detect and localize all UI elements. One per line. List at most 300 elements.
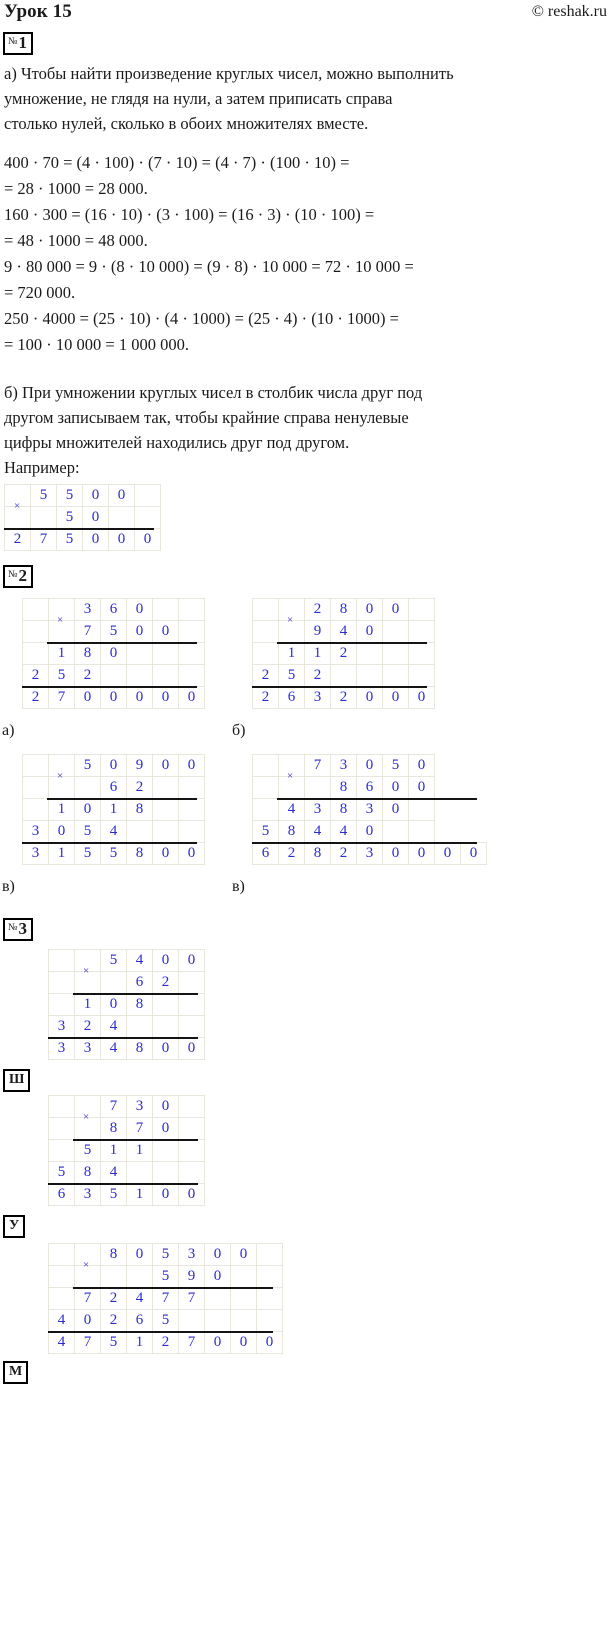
item-label-2v2: в) bbox=[232, 878, 245, 895]
grid-cell-digit: 6 bbox=[127, 1310, 153, 1332]
multiply-operator-icon: × bbox=[57, 770, 64, 782]
grid-cell-empty bbox=[75, 1266, 101, 1288]
grid-cell-empty bbox=[383, 621, 409, 643]
grid-cell-digit: 1 bbox=[49, 799, 75, 821]
equation-line: 400 · 70 = (4 · 100) · (7 · 10) = (4 · 7) · (100 · 10) = bbox=[4, 153, 350, 172]
grid-cell-digit: 0 bbox=[179, 755, 205, 777]
grid-cell-empty bbox=[231, 1310, 257, 1332]
grid-cell-digit: 3 bbox=[357, 843, 383, 865]
grid-cell-digit: 0 bbox=[75, 799, 101, 821]
grid-cell-digit: 0 bbox=[409, 755, 435, 777]
grid-cell-empty bbox=[257, 1244, 283, 1266]
grid-cell-empty bbox=[179, 799, 205, 821]
grid-cell-empty bbox=[179, 1162, 205, 1184]
grid-row bbox=[49, 972, 205, 994]
grid-cell-empty bbox=[153, 1162, 179, 1184]
grid-cell-empty bbox=[279, 755, 305, 777]
grid-rule-line bbox=[48, 1183, 198, 1185]
grid-cell-empty bbox=[231, 1266, 257, 1288]
paragraph-line: цифры множителей находились друг под другом. bbox=[4, 433, 350, 452]
task-number: 3 bbox=[18, 919, 28, 938]
grid-cell-empty bbox=[205, 1288, 231, 1310]
grid-cell-empty bbox=[109, 507, 135, 529]
grid-row bbox=[253, 687, 435, 709]
grid-cell-empty bbox=[135, 485, 161, 507]
multiply-operator-icon: × bbox=[287, 770, 294, 782]
copyright-notice: © reshak.ru bbox=[531, 3, 607, 20]
task1-example-grid-container bbox=[4, 484, 613, 551]
grid-cell-digit: 1 bbox=[127, 1140, 153, 1162]
grid-cell-empty bbox=[23, 799, 49, 821]
grid-cell-empty bbox=[153, 799, 179, 821]
grid-cell-empty bbox=[231, 1288, 257, 1310]
grid-rule-line bbox=[22, 686, 197, 688]
grid-cell-digit: 0 bbox=[409, 777, 435, 799]
grid-cell-digit: 8 bbox=[127, 994, 153, 1016]
grid-cell-digit: 0 bbox=[231, 1244, 257, 1266]
grid-cell-empty bbox=[23, 621, 49, 643]
grid-cell-digit: 0 bbox=[357, 821, 383, 843]
task-number: 2 bbox=[18, 566, 28, 585]
mult-table bbox=[22, 598, 205, 709]
grid-cell-empty bbox=[75, 1244, 101, 1266]
grid-cell-empty bbox=[179, 1016, 205, 1038]
grid-row bbox=[5, 507, 161, 529]
multiply-operator-icon: × bbox=[83, 1111, 90, 1123]
task1-part-a-text bbox=[4, 61, 607, 136]
grid-cell-empty bbox=[135, 507, 161, 529]
grid-cell-digit: 6 bbox=[357, 777, 383, 799]
grid-cell-digit: 7 bbox=[305, 755, 331, 777]
grid-cell-digit: 2 bbox=[331, 843, 357, 865]
grid-cell-empty bbox=[383, 643, 409, 665]
grid-rule-line bbox=[277, 642, 427, 644]
grid-cell-digit: 5 bbox=[31, 485, 57, 507]
grid-row bbox=[253, 821, 487, 843]
grid-cell-digit: 0 bbox=[357, 687, 383, 709]
number-sign: № bbox=[8, 36, 18, 47]
grid-cell-digit: 5 bbox=[153, 1266, 179, 1288]
grid-cell-digit: 9 bbox=[305, 621, 331, 643]
grid-row bbox=[49, 1332, 283, 1354]
grid-row bbox=[49, 1310, 283, 1332]
grid-cell-digit: 2 bbox=[153, 972, 179, 994]
grid-cell-digit: 0 bbox=[383, 799, 409, 821]
grid-cell-empty bbox=[253, 799, 279, 821]
grid-cell-digit: 3 bbox=[75, 1184, 101, 1206]
grid-cell-empty bbox=[5, 507, 31, 529]
grid-cell-digit: 1 bbox=[101, 799, 127, 821]
multiplication-grid-2a bbox=[22, 598, 205, 709]
grid-cell-digit: 0 bbox=[153, 1184, 179, 1206]
grid-cell-digit: 5 bbox=[75, 821, 101, 843]
grid-cell-digit: 2 bbox=[127, 777, 153, 799]
grid-cell-empty bbox=[153, 1016, 179, 1038]
grid-cell-digit: 0 bbox=[257, 1332, 283, 1354]
multiply-operator-icon: × bbox=[14, 500, 21, 512]
grid-cell-digit: 3 bbox=[357, 799, 383, 821]
grid-cell-digit: 7 bbox=[179, 1288, 205, 1310]
grid-cell-digit: 5 bbox=[49, 1162, 75, 1184]
grid-cell-empty bbox=[257, 1310, 283, 1332]
grid-cell-digit: 6 bbox=[253, 843, 279, 865]
equation-line: = 100 · 10 000 = 1 000 000. bbox=[4, 335, 189, 354]
multiply-operator-icon: × bbox=[83, 1259, 90, 1271]
grid-cell-digit: 0 bbox=[461, 843, 487, 865]
number-sign: № bbox=[8, 569, 18, 580]
grid-cell-digit: 0 bbox=[153, 843, 179, 865]
grid-cell-empty bbox=[409, 799, 435, 821]
grid-cell-digit: 0 bbox=[153, 1096, 179, 1118]
grid-row bbox=[253, 755, 487, 777]
grid-cell-digit: 1 bbox=[127, 1332, 153, 1354]
mult-table bbox=[48, 949, 205, 1060]
grid-cell-digit: 5 bbox=[75, 843, 101, 865]
grid-cell-digit: 1 bbox=[279, 643, 305, 665]
grid-row bbox=[253, 621, 435, 643]
grid-cell-empty bbox=[179, 599, 205, 621]
grid-cell-empty bbox=[75, 972, 101, 994]
grid-row bbox=[49, 1288, 283, 1310]
grid-cell-digit: 0 bbox=[127, 687, 153, 709]
multiplication-grid-2v1-container bbox=[22, 754, 205, 865]
grid-cell-empty bbox=[153, 821, 179, 843]
multiplication-grid-2v2 bbox=[252, 754, 487, 865]
mult-table bbox=[252, 598, 435, 709]
grid-cell-digit: 9 bbox=[127, 755, 153, 777]
grid-cell-digit: 4 bbox=[331, 821, 357, 843]
grid-cell-digit: 5 bbox=[75, 755, 101, 777]
grid-cell-empty bbox=[179, 1118, 205, 1140]
example-label: Например: bbox=[4, 458, 80, 477]
multiplication-grid-2v2-container bbox=[252, 754, 487, 865]
grid-cell-digit: 0 bbox=[179, 1184, 205, 1206]
equation-line: 250 · 4000 = (25 · 10) · (4 · 1000) = (25 · 4) · (10 · 1000) = bbox=[4, 309, 399, 328]
grid-cell-digit: 3 bbox=[49, 1038, 75, 1060]
grid-cell-digit: 0 bbox=[109, 485, 135, 507]
grid-cell-digit: 5 bbox=[101, 1184, 127, 1206]
grid-cell-empty bbox=[253, 621, 279, 643]
grid-cell-digit: 8 bbox=[101, 1244, 127, 1266]
task3-block-sh bbox=[0, 947, 613, 1095]
grid-cell-empty bbox=[153, 1140, 179, 1162]
grid-cell-digit: 0 bbox=[409, 843, 435, 865]
paragraph-line: а) Чтобы найти произведение круглых чисел, можно выполнить bbox=[4, 64, 454, 83]
grid-cell-digit: 5 bbox=[101, 621, 127, 643]
grid-cell-empty bbox=[75, 1096, 101, 1118]
grid-cell-empty bbox=[127, 1266, 153, 1288]
grid-cell-digit: 8 bbox=[75, 1162, 101, 1184]
equation-line: = 720 000. bbox=[4, 283, 76, 302]
grid-cell-empty bbox=[75, 950, 101, 972]
grid-cell-empty bbox=[357, 643, 383, 665]
grid-row bbox=[23, 821, 205, 843]
grid-cell-empty bbox=[23, 777, 49, 799]
task1-equations bbox=[4, 150, 607, 358]
grid-cell-digit: 0 bbox=[75, 687, 101, 709]
grid-cell-digit: 7 bbox=[31, 529, 57, 551]
grid-cell-digit: 3 bbox=[331, 755, 357, 777]
grid-cell-digit: 2 bbox=[253, 665, 279, 687]
grid-cell-digit: 8 bbox=[331, 599, 357, 621]
grid-cell-digit: 8 bbox=[331, 777, 357, 799]
multiply-operator-icon: × bbox=[287, 614, 294, 626]
grid-cell-digit: 2 bbox=[253, 687, 279, 709]
grid-cell-digit: 2 bbox=[153, 1332, 179, 1354]
grid-cell-digit: 2 bbox=[331, 687, 357, 709]
multiplication-grid-3sh-container bbox=[48, 949, 205, 1060]
grid-cell-empty bbox=[409, 621, 435, 643]
grid-cell-empty bbox=[49, 972, 75, 994]
grid-cell-empty bbox=[253, 643, 279, 665]
multiplication-grid-2b bbox=[252, 598, 435, 709]
grid-row bbox=[23, 687, 205, 709]
grid-row bbox=[253, 643, 435, 665]
grid-cell-digit: 0 bbox=[179, 843, 205, 865]
multiplication-grid-3m bbox=[48, 1243, 283, 1354]
grid-cell-digit: 7 bbox=[75, 1332, 101, 1354]
grid-cell-empty bbox=[153, 665, 179, 687]
grid-cell-digit: 4 bbox=[49, 1310, 75, 1332]
grid-cell-empty bbox=[127, 1162, 153, 1184]
grid-cell-digit: 5 bbox=[153, 1244, 179, 1266]
grid-cell-digit: 0 bbox=[83, 485, 109, 507]
grid-cell-digit: 5 bbox=[279, 665, 305, 687]
answer-letter-m: М bbox=[3, 1361, 28, 1384]
grid-cell-empty bbox=[253, 599, 279, 621]
grid-cell-digit: 8 bbox=[127, 843, 153, 865]
equation-line: 160 · 300 = (16 · 10) · (3 · 100) = (16 · 3) · (10 · 100) = bbox=[4, 205, 375, 224]
grid-cell-empty bbox=[179, 1310, 205, 1332]
grid-cell-empty bbox=[31, 507, 57, 529]
grid-cell-digit: 0 bbox=[179, 950, 205, 972]
grid-rule-line bbox=[252, 686, 427, 688]
mult-table bbox=[4, 484, 161, 551]
grid-cell-digit: 0 bbox=[83, 507, 109, 529]
grid-row bbox=[49, 1118, 205, 1140]
grid-cell-digit: 2 bbox=[279, 843, 305, 865]
grid-cell-digit: 5 bbox=[57, 485, 83, 507]
grid-cell-empty bbox=[49, 1266, 75, 1288]
grid-cell-digit: 0 bbox=[409, 687, 435, 709]
task-badge-2 bbox=[3, 565, 33, 588]
grid-row bbox=[253, 777, 487, 799]
grid-cell-empty bbox=[383, 665, 409, 687]
grid-cell-empty bbox=[75, 1118, 101, 1140]
task-badge-1 bbox=[3, 32, 33, 55]
grid-row bbox=[23, 755, 205, 777]
grid-rule-line bbox=[277, 798, 477, 800]
grid-cell-empty bbox=[49, 755, 75, 777]
grid-row bbox=[49, 1184, 205, 1206]
grid-row bbox=[49, 950, 205, 972]
grid-cell-digit: 2 bbox=[75, 665, 101, 687]
grid-row bbox=[23, 843, 205, 865]
grid-row bbox=[49, 1244, 283, 1266]
grid-cell-digit: 0 bbox=[153, 1118, 179, 1140]
grid-cell-digit: 2 bbox=[101, 1288, 127, 1310]
grid-cell-digit: 4 bbox=[101, 1162, 127, 1184]
multiplication-grid-2v1 bbox=[22, 754, 205, 865]
task2-row-2 bbox=[0, 754, 613, 914]
grid-cell-digit: 8 bbox=[127, 799, 153, 821]
grid-cell-digit: 0 bbox=[357, 755, 383, 777]
task3-block-m bbox=[0, 1243, 613, 1383]
grid-cell-digit: 0 bbox=[153, 755, 179, 777]
grid-cell-empty bbox=[179, 643, 205, 665]
grid-cell-empty bbox=[153, 777, 179, 799]
grid-cell-digit: 0 bbox=[153, 687, 179, 709]
grid-cell-digit: 3 bbox=[49, 1016, 75, 1038]
grid-cell-digit: 4 bbox=[101, 1016, 127, 1038]
grid-cell-empty bbox=[179, 972, 205, 994]
grid-cell-digit: 0 bbox=[383, 777, 409, 799]
grid-cell-empty bbox=[49, 1118, 75, 1140]
task-badge-3 bbox=[3, 918, 33, 941]
multiplication-grid-3sh bbox=[48, 949, 205, 1060]
grid-cell-digit: 2 bbox=[305, 665, 331, 687]
grid-cell-empty bbox=[253, 777, 279, 799]
grid-row bbox=[23, 643, 205, 665]
grid-cell-empty bbox=[101, 1266, 127, 1288]
grid-cell-digit: 0 bbox=[127, 621, 153, 643]
multiplication-grid-2b-container bbox=[252, 598, 435, 709]
grid-cell-digit: 1 bbox=[49, 843, 75, 865]
grid-cell-digit: 4 bbox=[331, 621, 357, 643]
grid-cell-digit: 0 bbox=[101, 687, 127, 709]
grid-cell-digit: 7 bbox=[75, 621, 101, 643]
multiplication-grid-3u bbox=[48, 1095, 205, 1206]
grid-cell-digit: 0 bbox=[205, 1332, 231, 1354]
grid-cell-empty bbox=[49, 950, 75, 972]
grid-rule-line bbox=[73, 993, 198, 995]
equation-line: = 48 · 1000 = 48 000. bbox=[4, 231, 148, 250]
grid-cell-digit: 6 bbox=[101, 777, 127, 799]
grid-cell-digit: 6 bbox=[49, 1184, 75, 1206]
grid-cell-digit: 0 bbox=[179, 1038, 205, 1060]
paragraph-line: умножение, не глядя на нули, а затем приписать справа bbox=[4, 89, 393, 108]
grid-cell-empty bbox=[409, 821, 435, 843]
mult-table bbox=[252, 754, 487, 865]
grid-cell-digit: 1 bbox=[127, 1184, 153, 1206]
grid-cell-digit: 8 bbox=[75, 643, 101, 665]
grid-row bbox=[49, 994, 205, 1016]
grid-cell-empty bbox=[5, 485, 31, 507]
grid-cell-empty bbox=[409, 643, 435, 665]
grid-rule-line bbox=[48, 1331, 273, 1333]
grid-cell-empty bbox=[127, 643, 153, 665]
grid-cell-digit: 7 bbox=[75, 1288, 101, 1310]
grid-cell-empty bbox=[409, 665, 435, 687]
grid-cell-digit: 5 bbox=[49, 665, 75, 687]
multiply-operator-icon: × bbox=[83, 965, 90, 977]
grid-cell-empty bbox=[101, 665, 127, 687]
grid-cell-digit: 0 bbox=[83, 529, 109, 551]
grid-cell-digit: 4 bbox=[127, 1288, 153, 1310]
grid-cell-empty bbox=[279, 777, 305, 799]
grid-row bbox=[253, 665, 435, 687]
grid-cell-empty bbox=[49, 621, 75, 643]
mult-table bbox=[48, 1095, 205, 1206]
grid-cell-digit: 7 bbox=[49, 687, 75, 709]
grid-cell-digit: 6 bbox=[279, 687, 305, 709]
multiplication-grid-3u-container bbox=[48, 1095, 205, 1206]
grid-cell-digit: 0 bbox=[127, 1244, 153, 1266]
grid-row bbox=[5, 485, 161, 507]
grid-cell-empty bbox=[179, 777, 205, 799]
grid-cell-digit: 6 bbox=[127, 972, 153, 994]
task-number: 1 bbox=[18, 33, 28, 52]
grid-cell-digit: 3 bbox=[179, 1244, 205, 1266]
grid-rule-line bbox=[4, 528, 154, 530]
task2-row-1 bbox=[0, 594, 613, 754]
grid-cell-empty bbox=[279, 621, 305, 643]
grid-cell-digit: 0 bbox=[153, 950, 179, 972]
grid-cell-empty bbox=[23, 643, 49, 665]
grid-row bbox=[5, 529, 161, 551]
mult-table bbox=[22, 754, 205, 865]
grid-row bbox=[23, 777, 205, 799]
grid-cell-digit: 1 bbox=[75, 994, 101, 1016]
grid-cell-empty bbox=[101, 972, 127, 994]
item-label-2a: а) bbox=[2, 722, 15, 739]
grid-rule-line bbox=[47, 642, 197, 644]
item-label-2b: б) bbox=[232, 722, 246, 739]
grid-cell-digit: 2 bbox=[305, 599, 331, 621]
grid-cell-empty bbox=[279, 599, 305, 621]
grid-cell-digit: 0 bbox=[127, 599, 153, 621]
grid-cell-empty bbox=[153, 994, 179, 1016]
multiply-operator-icon: × bbox=[57, 614, 64, 626]
grid-row bbox=[23, 665, 205, 687]
grid-cell-digit: 0 bbox=[357, 621, 383, 643]
grid-cell-digit: 0 bbox=[101, 994, 127, 1016]
grid-cell-empty bbox=[49, 1244, 75, 1266]
grid-cell-digit: 0 bbox=[205, 1266, 231, 1288]
grid-rule-line bbox=[22, 842, 197, 844]
grid-cell-empty bbox=[179, 821, 205, 843]
grid-cell-digit: 4 bbox=[127, 950, 153, 972]
grid-row bbox=[253, 599, 435, 621]
grid-cell-empty bbox=[127, 1016, 153, 1038]
lesson-title: Урок 15 bbox=[4, 1, 72, 22]
grid-cell-digit: 0 bbox=[135, 529, 161, 551]
grid-cell-empty bbox=[179, 994, 205, 1016]
grid-cell-digit: 0 bbox=[383, 843, 409, 865]
grid-row bbox=[23, 621, 205, 643]
grid-cell-empty bbox=[49, 1288, 75, 1310]
grid-row bbox=[253, 843, 487, 865]
grid-cell-empty bbox=[257, 1266, 283, 1288]
grid-cell-digit: 5 bbox=[253, 821, 279, 843]
grid-cell-digit: 2 bbox=[101, 1310, 127, 1332]
grid-cell-empty bbox=[331, 665, 357, 687]
grid-cell-digit: 5 bbox=[101, 950, 127, 972]
grid-cell-digit: 1 bbox=[305, 643, 331, 665]
grid-cell-digit: 0 bbox=[49, 821, 75, 843]
grid-cell-digit: 3 bbox=[305, 799, 331, 821]
grid-cell-digit: 5 bbox=[153, 1310, 179, 1332]
grid-cell-digit: 6 bbox=[101, 599, 127, 621]
grid-cell-empty bbox=[127, 665, 153, 687]
grid-cell-empty bbox=[153, 643, 179, 665]
grid-cell-empty bbox=[153, 599, 179, 621]
grid-cell-empty bbox=[257, 1288, 283, 1310]
multiplication-grid-example bbox=[4, 484, 161, 551]
grid-cell-digit: 7 bbox=[179, 1332, 205, 1354]
grid-rule-line bbox=[47, 798, 197, 800]
grid-cell-empty bbox=[23, 755, 49, 777]
